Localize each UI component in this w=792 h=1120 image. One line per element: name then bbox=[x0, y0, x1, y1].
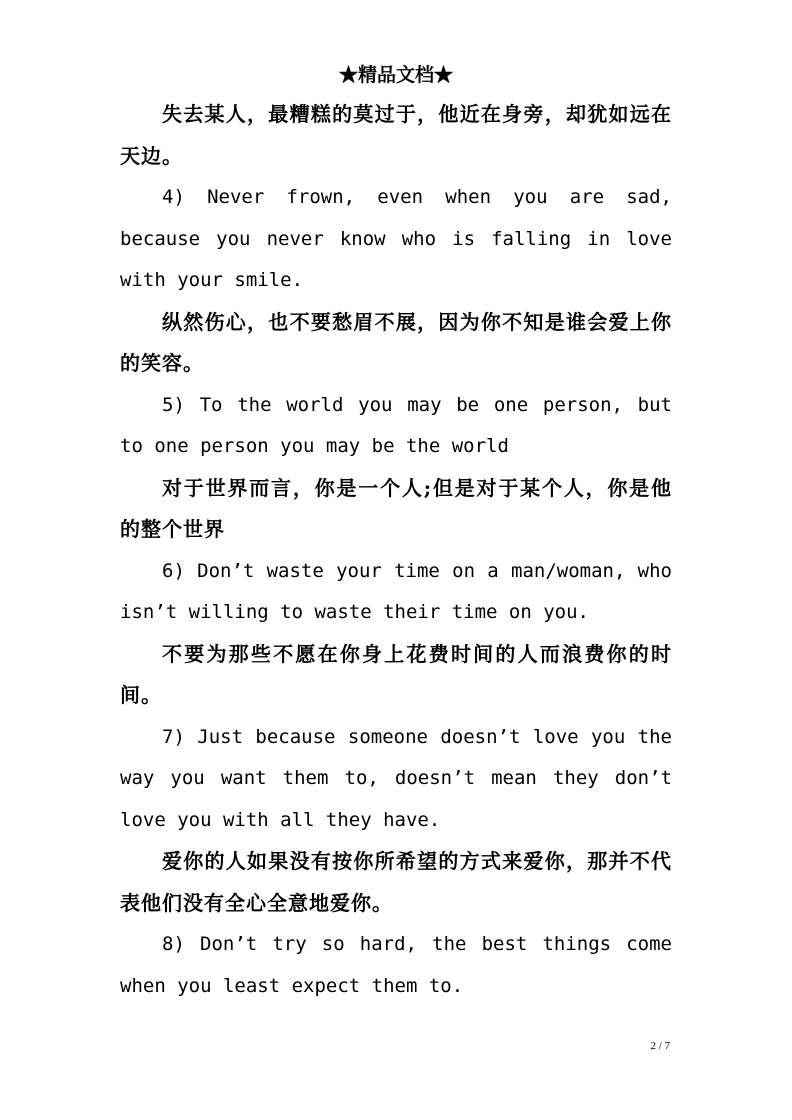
paragraph-zh-6: 不要为那些不愿在你身上花费时间的人而浪费你的时间。 bbox=[120, 641, 672, 707]
paragraph-zh-1: 失去某人，最糟糕的莫过于，他近在身旁，却犹如远在天边。 bbox=[120, 102, 672, 168]
paragraph-en-4: 4) Never frown, even when you are sad, because you never know who is falling in love with your smile. bbox=[120, 186, 672, 291]
paragraph-en-7: 7) Just because someone doesn’t love you the way you want them to, doesn’t mean they don’t love you with all they have. bbox=[120, 725, 672, 831]
paragraph-en-8: 8) Don’t try so hard, the best things come when you least expect them to. bbox=[120, 933, 672, 997]
paragraph-en-5: 5) To the world you may be one person, but to one person you may be the world bbox=[120, 393, 672, 457]
page-number: 2 / 7 bbox=[650, 1040, 670, 1052]
paragraph-zh-5: 对于世界而言，你是一个人;但是对于某个人，你是他的整个世界 bbox=[120, 475, 672, 541]
paragraph-zh-7: 爱你的人如果没有按你所希望的方式来爱你，那并不代表他们没有全心全意地爱你。 bbox=[120, 849, 672, 915]
paragraph-zh-4: 纵然伤心，也不要愁眉不展，因为你不知是谁会爱上你的笑容。 bbox=[120, 309, 672, 375]
page-header-title: ★精品文档★ bbox=[338, 64, 453, 86]
paragraph-en-6: 6) Don’t waste your time on a man/woman, who isn’t willing to waste their time on you. bbox=[120, 559, 672, 623]
document-body bbox=[120, 94, 672, 1007]
